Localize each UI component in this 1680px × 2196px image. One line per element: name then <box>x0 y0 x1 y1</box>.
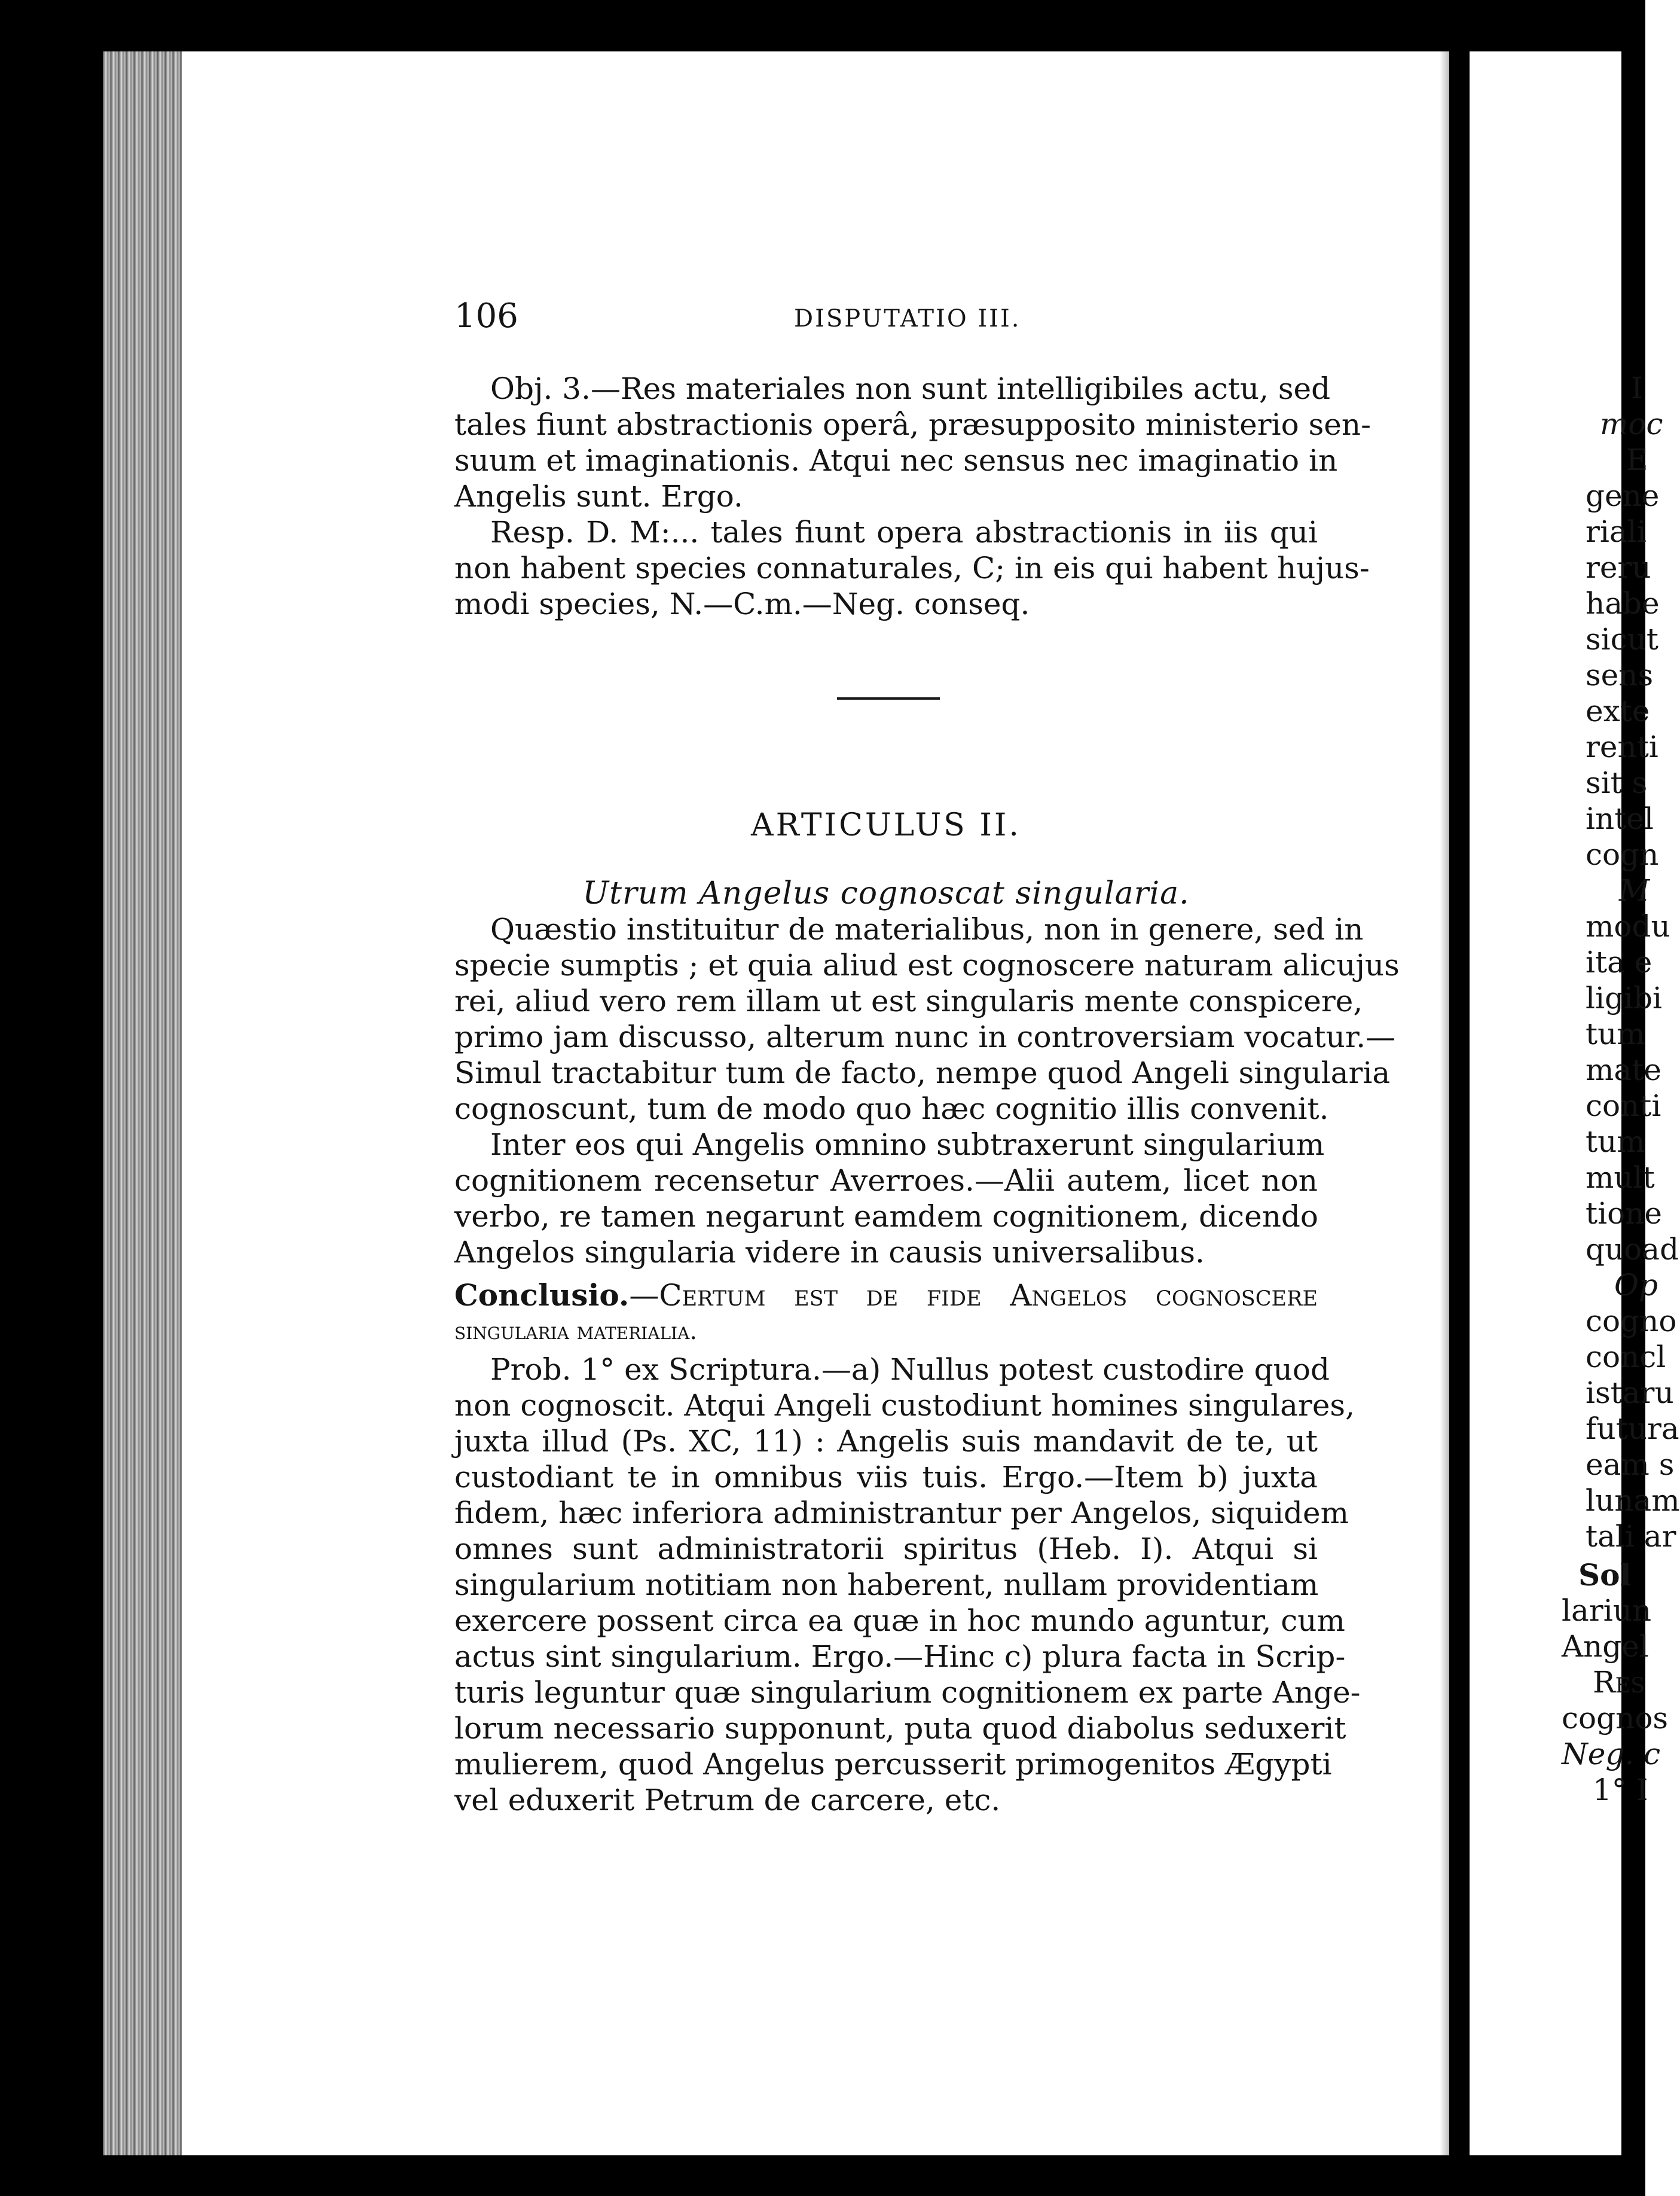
facing-page-line: concl <box>1586 1340 1666 1374</box>
facing-page-line: sens <box>1586 658 1654 693</box>
facing-page-line: sicut <box>1586 622 1658 657</box>
text-line: primo jam discusso, alterum nunc in controversiam vocatur.— <box>454 1020 1396 1054</box>
facing-page-line: 1° I <box>1593 1773 1648 1807</box>
proof-block <box>454 1352 1361 1818</box>
proof-line: singularium notitiam non haberent, nullam providentiam <box>454 1567 1319 1602</box>
conclusion-block <box>454 1277 1318 1349</box>
text-line: specie sumptis ; et quia aliud est cognoscere naturam alicujus <box>454 948 1400 983</box>
facing-page-line: intel <box>1586 801 1654 836</box>
conclusion-line: singularia materialia. <box>454 1317 698 1345</box>
running-title: DISPUTATIO III. <box>794 305 1021 333</box>
facing-page-line: conti <box>1586 1088 1661 1123</box>
text-line: Quæstio instituitur de materialibus, non in genere, sed in <box>490 912 1364 947</box>
facing-page-line: Angel <box>1562 1629 1649 1664</box>
book-gutter <box>1449 51 1470 2155</box>
facing-page-line: cognos <box>1562 1701 1669 1736</box>
proof-line: custodiant te in omnibus viis tuis. Ergo.—Item b) juxta <box>454 1460 1318 1494</box>
proof-line: vel eduxerit Petrum de carcere, etc. <box>454 1783 1001 1817</box>
facing-page-line: tum <box>1586 1124 1645 1159</box>
text-line: Simul tractabitur tum de facto, nempe quod Angeli singularia <box>454 1056 1391 1090</box>
facing-page-line: tione <box>1586 1196 1662 1231</box>
scan-border-bottom <box>0 2155 1645 2196</box>
dust-speck <box>770 25 775 31</box>
text-line: verbo, re tamen negarunt eamdem cognitionem, dicendo <box>454 1199 1319 1234</box>
gutter-shadow <box>1440 51 1449 2155</box>
response-line: non habent species connaturales, C; in eis qui habent hujus- <box>454 551 1370 585</box>
facing-page-line: quoad <box>1586 1232 1679 1267</box>
facing-page-line: lunam <box>1586 1483 1680 1518</box>
proof-line: juxta illud (Ps. XC, 11) : Angelis suis mandavit de te, ut <box>454 1424 1318 1459</box>
facing-page-line: I <box>1631 371 1643 405</box>
paragraph-1 <box>454 911 1400 1270</box>
conclusion-line <box>454 1277 1318 1313</box>
facing-page-line: M <box>1619 873 1650 908</box>
proof-line: mulierem, quod Angelus percusserit primogenitos Ægypti <box>454 1747 1332 1782</box>
facing-page-line: habe <box>1586 586 1660 621</box>
text-line: rei, aliud vero rem illam ut est singularis mente conspicere, <box>454 984 1363 1018</box>
objection-line: suum et imaginationis. Atqui nec sensus nec imaginatio in <box>454 443 1338 478</box>
facing-page-line: mult <box>1586 1160 1655 1195</box>
objection-line: tales fiunt abstractionis operâ, præsupposito ministerio sen- <box>454 407 1371 442</box>
facing-page-line: gene <box>1586 478 1660 513</box>
facing-page-line: cogno <box>1586 1304 1677 1338</box>
facing-page-line: sit s <box>1586 765 1648 800</box>
facing-page-line: ita e <box>1586 945 1652 980</box>
text-line: Inter eos qui Angelis omnino subtraxerunt singularium <box>490 1127 1325 1162</box>
proof-line: actus sint singularium. Ergo.—Hinc c) plura facta in Scrip- <box>454 1639 1346 1674</box>
facing-page-line: mate <box>1586 1053 1661 1087</box>
text-line: cognitionem recensetur Averroes.—Alii autem, licet non <box>454 1163 1318 1198</box>
facing-page-line: Op <box>1614 1268 1658 1303</box>
book-page-edge <box>103 51 182 2155</box>
facing-page-line: istaru <box>1586 1375 1674 1410</box>
proof-line: non cognoscit. Atqui Angeli custodiunt homines singulares, <box>454 1388 1355 1423</box>
facing-page-line: Neg. c <box>1562 1737 1661 1771</box>
text-line: cognoscunt, tum de modo quo hæc cognitio illis convenit. <box>454 1091 1329 1126</box>
response-line: modi species, N.—C.m.—Neg. conseq. <box>454 587 1030 621</box>
objection-line: Angelis sunt. Ergo. <box>454 479 743 514</box>
conclusion-label: Conclusio. <box>454 1277 630 1313</box>
facing-page-line: moc <box>1600 407 1663 441</box>
scan-border-top <box>0 0 1645 51</box>
facing-page-line: Sol <box>1578 1557 1632 1593</box>
facing-page-line: reru <box>1586 550 1651 585</box>
proof-line: fidem, hæc inferiora administrantur per Angelos, siquidem <box>454 1496 1349 1530</box>
dust-speck <box>1319 24 1324 29</box>
text-line: Angelos singularia videre in causis universalibus. <box>454 1235 1205 1270</box>
article-subtitle: Utrum Angelus cognoscat singularia. <box>582 876 1190 911</box>
facing-page-line: Res <box>1593 1665 1645 1700</box>
scan-border-left <box>0 0 103 2196</box>
facing-page-line: ligibi <box>1586 981 1662 1015</box>
facing-page-line: tum <box>1586 1017 1645 1051</box>
facing-page-line: renti <box>1586 730 1658 764</box>
response-line: Resp. D. M:... tales fiunt opera abstractionis in iis qui <box>490 515 1318 550</box>
facing-page-line: lariun <box>1562 1593 1652 1628</box>
objection-line: Obj. 3.—Res materiales non sunt intelligibiles actu, sed <box>490 371 1331 406</box>
proof-line: Prob. 1° ex Scriptura.—a) Nullus potest custodire quod <box>490 1352 1330 1387</box>
proof-line: exercere possent circa ea quæ in hoc mundo aguntur, cum <box>454 1603 1345 1638</box>
page-number: 106 <box>454 297 518 336</box>
facing-page-line: cogn <box>1586 837 1659 872</box>
proof-line: omnes sunt administratorii spiritus (Heb. I). Atqui si <box>454 1532 1318 1566</box>
objection-block <box>454 371 1371 622</box>
section-divider <box>837 697 940 700</box>
facing-page-line: tali ar <box>1586 1519 1676 1554</box>
facing-page-line: riali <box>1586 514 1647 549</box>
facing-page-line: futura <box>1586 1411 1679 1446</box>
conclusion-statement: —Certum est de fide Angelos cognoscere <box>629 1278 1318 1313</box>
facing-page-line: E <box>1626 443 1648 477</box>
facing-page-line: exte <box>1586 694 1650 728</box>
facing-page-line: modu <box>1586 909 1670 944</box>
facing-page-line: eam s <box>1586 1447 1675 1482</box>
article-title: ARTICULUS II. <box>751 807 1021 843</box>
proof-line: turis leguntur quæ singularium cognitionem ex parte Ange- <box>454 1675 1361 1710</box>
proof-line: lorum necessario supponunt, puta quod diabolus seduxerit <box>454 1711 1346 1746</box>
